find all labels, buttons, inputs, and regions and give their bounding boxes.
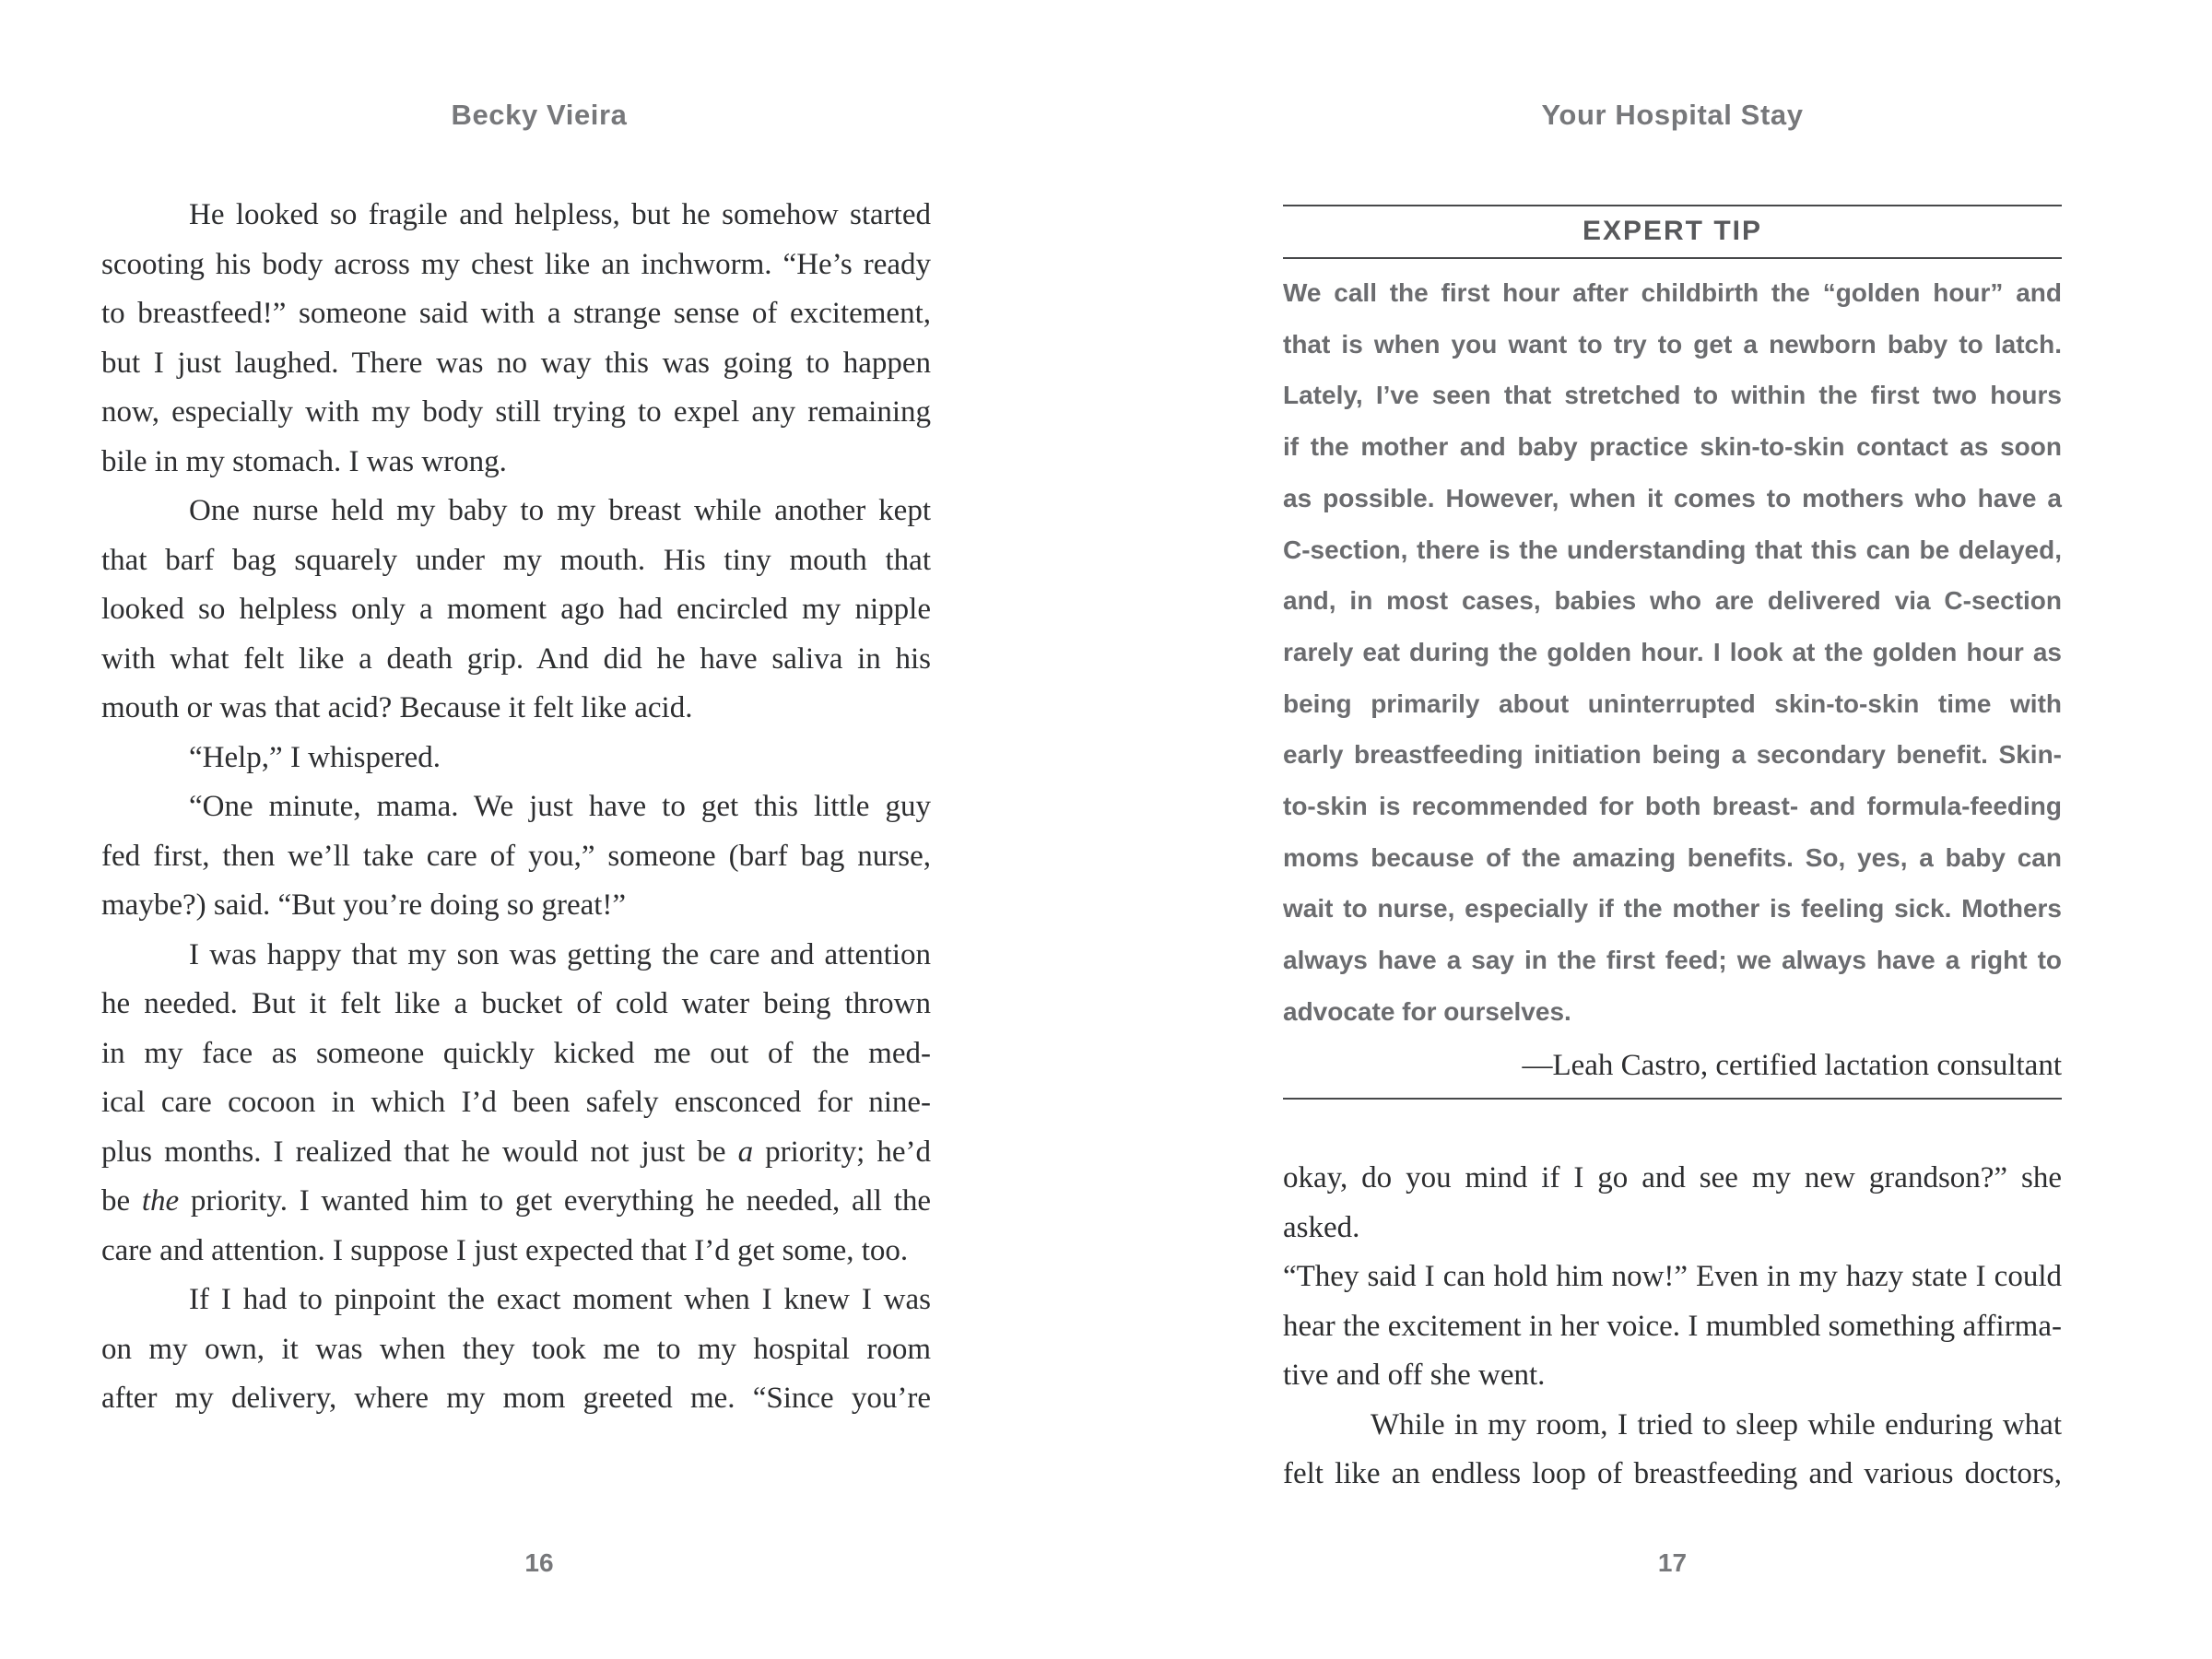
text-line: early breastfeeding initiation being a secondary benefit. Skin-: [1283, 740, 2062, 770]
running-head-right: Your Hospital Stay: [1541, 99, 1804, 131]
text-line: We call the first hour after childbirth the “golden hour” and: [1283, 278, 2062, 307]
expert-tip-title: EXPERT TIP: [1582, 216, 1763, 246]
text-line: advocate for ourselves.: [1283, 996, 1571, 1026]
text-line: tive and off she went.: [1283, 1359, 1546, 1392]
text-line: always have a say in the first feed; we always have a right to: [1283, 946, 2062, 975]
text-line: rarely eat during the golden hour. I look at the golden hour as: [1283, 637, 2062, 666]
expert-tip-attribution: —Leah Castro, certified lactation consultant: [1522, 1049, 2062, 1082]
text-line: be the priority. I wanted him to get everything he needed, all the: [101, 1184, 932, 1218]
text-line: with what felt like a death grip. And did he have saliva in his: [101, 641, 931, 676]
running-head-left: Becky Vieira: [451, 99, 628, 131]
text-line: that is when you want to try to get a newborn baby to latch.: [1283, 329, 2062, 359]
text-line: okay, do you mind if I go and see my new grandson?” she asked.: [1283, 1161, 2062, 1244]
text-line: felt like an endless loop of breastfeeding and various doctors,: [1283, 1457, 2062, 1490]
text-line: in my face as someone quickly kicked me out of the med-: [101, 1036, 931, 1070]
text-line: ical care cocoon in which I’d been safely ensconced for nine-: [101, 1086, 931, 1119]
text-line: plus months. I realized that he would not just be a priority; he’d: [101, 1135, 932, 1169]
text-line: now, especially with my body still trying to expel any remaining: [101, 395, 931, 429]
text-line: Lately, I’ve seen that stretched to within the first two hours: [1283, 381, 2062, 410]
text-line: but I just laughed. There was no way this was going to happen: [101, 346, 931, 380]
expert-tip-text: [1283, 267, 2062, 1038]
text-line: care and attention. I suppose I just expected that I’d get some, too.: [101, 1233, 909, 1267]
text-line: “One minute, mama. We just have to get this little guy: [189, 790, 931, 823]
text-line: that barf bag squarely under my mouth. His tiny mouth that: [101, 543, 931, 577]
tip-title-rule: [1283, 257, 2062, 259]
text-line: While in my room, I tried to sleep while enduring what: [1371, 1407, 2062, 1441]
text-line: on my own, it was when they took me to my hospital room: [101, 1332, 931, 1366]
tip-top-rule: [1283, 205, 2062, 206]
text-line: to breastfeed!” someone said with a strange sense of excitement,: [101, 297, 931, 330]
text-line: C-section, there is the understanding that this can be delayed,: [1283, 535, 2062, 564]
text-line: and, in most cases, babies who are delivered via C-section: [1283, 586, 2062, 616]
text-line: scooting his body across my chest like an inchworm. “He’s ready: [101, 247, 931, 281]
text-line: being primarily about uninterrupted skin-to-skin time with: [1283, 688, 2062, 718]
text-line: I was happy that my son was getting the care and attention: [189, 937, 931, 971]
text-line: moms because of the amazing benefits. So, yes, a baby can: [1283, 842, 2062, 872]
text-line: to-skin is recommended for both breast- and formula-feeding: [1283, 792, 2062, 821]
text-line: “Help,” I whispered.: [189, 740, 441, 774]
page-number-right: 17: [1657, 1548, 1688, 1577]
text-line: bile in my stomach. I was wrong.: [101, 444, 507, 478]
text-line: after my delivery, where my mom greeted me. “Since you’re: [101, 1382, 931, 1415]
tip-bottom-rule: [1283, 1098, 2062, 1100]
text-line: wait to nurse, especially if the mother is feeling sick. Mothers: [1283, 894, 2062, 924]
text-line: looked so helpless only a moment ago had encircled my nipple: [101, 593, 931, 626]
text-line: “They said I can hold him now!” Even in my hazy state I could: [1283, 1260, 2062, 1293]
text-line: mouth or was that acid? Because it felt like acid.: [101, 691, 693, 724]
text-line: fed first, then we’ll take care of you,” someone (barf bag nurse,: [101, 839, 931, 873]
left-body-text: [101, 191, 931, 1424]
text-line: maybe?) said. “But you’re doing so great!”: [101, 888, 627, 922]
text-line: One nurse held my baby to my breast while another kept: [189, 494, 931, 527]
text-line: if the mother and baby practice skin-to-skin contact as soon: [1283, 432, 2062, 462]
right-body-text: [1283, 1154, 2062, 1500]
text-line: hear the excitement in her voice. I mumbled something affirma-: [1283, 1309, 2062, 1343]
text-line: He looked so fragile and helpless, but he somehow started: [189, 198, 931, 231]
text-line: he needed. But it felt like a bucket of cold water being thrown: [101, 987, 931, 1020]
text-line: If I had to pinpoint the exact moment when I knew I was: [189, 1283, 931, 1316]
page-number-left: 16: [524, 1548, 554, 1577]
right-page: [1106, 0, 2212, 1659]
text-line: as possible. However, when it comes to mothers who have a: [1283, 483, 2062, 512]
